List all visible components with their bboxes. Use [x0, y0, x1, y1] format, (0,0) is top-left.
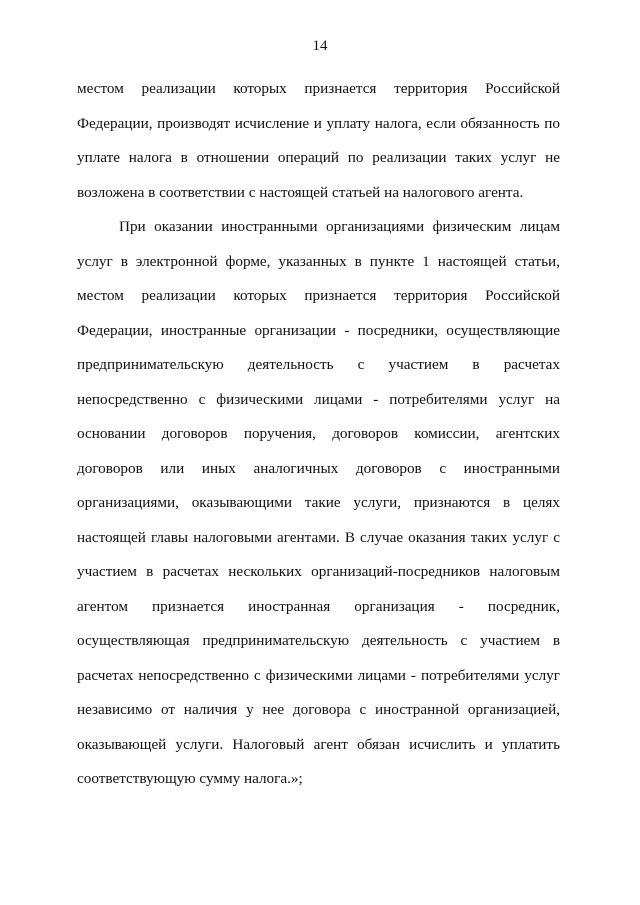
paragraph-continuation: местом реализации которых признается территория Российской Федерации, производят исчисление и уплату налога, если обязанность по уплате налога в отношении операций по реализации таких услуг не возложена в соответствии с настоящей статьей на налогового агента. — [77, 80, 560, 201]
paragraph-tax-agents: При оказании иностранными организациями физическим лицам услуг в электронной форме, указанных в пункте 1 настоящей статьи, местом реализации которых признается территория Российской Федерации, иностранные организации - посредники, осуществляющие предпринимательскую деятельность с участием в расчетах непосредственно с физическими лицами - потребителями услуг на основании договоров поручения, договоров комиссии, агентских договоров или иных аналогичных договоров с иностранными организациями, оказывающими такие услуги, признаются в целях настоящей главы налоговыми агентами. В случае оказания таких услуг с участием в расчетах нескольких организаций-посредников налоговым агентом признается иностранная организация - посредник, осуществляющая предпринимательскую деятельность с участием в расчетах непосредственно с физическими лицами - потребителями услуг независимо от наличия у нее договора с иностранной организацией, оказывающей услуги. Налоговый агент обязан исчислить и уплатить соответствующую сумму налога.»; — [77, 218, 560, 787]
page-number: 14 — [312, 38, 328, 54]
document-body — [77, 72, 560, 797]
